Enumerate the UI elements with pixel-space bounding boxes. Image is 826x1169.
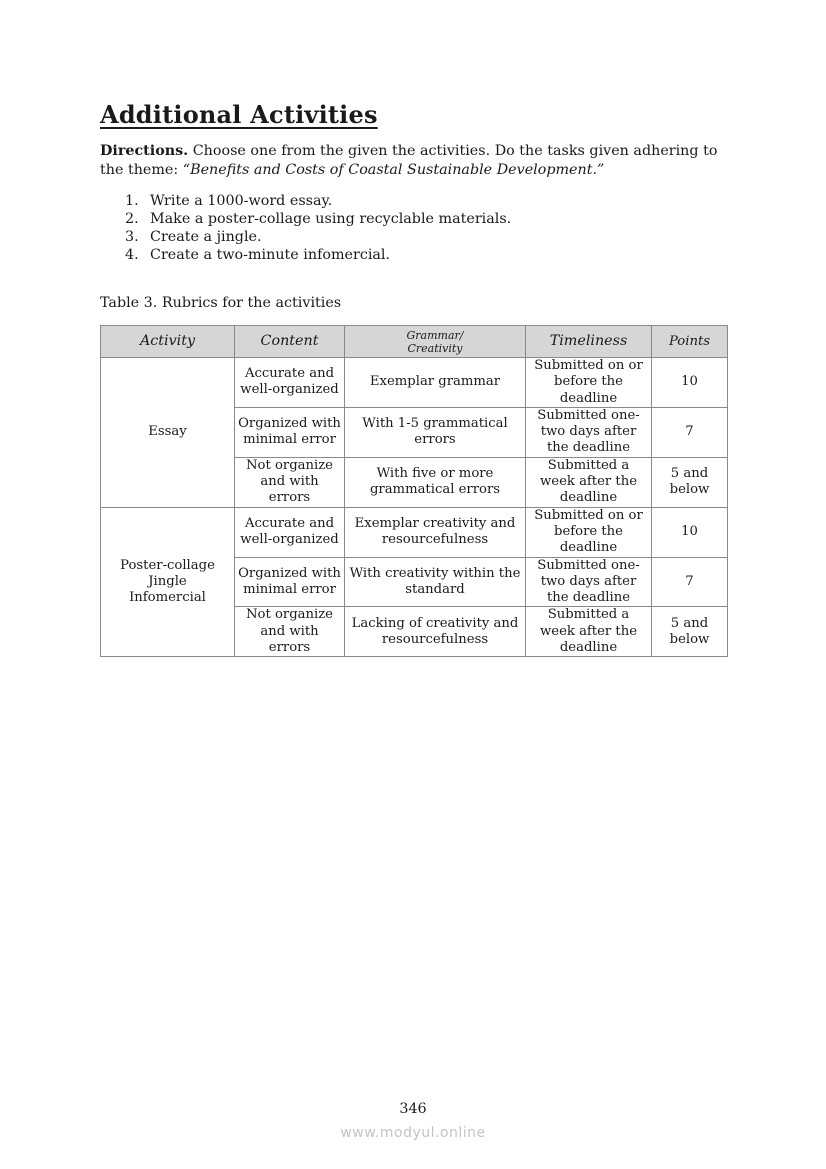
page-number: 346 bbox=[399, 1101, 427, 1117]
grammar-cell: With 1-5 grammatical errors bbox=[345, 407, 526, 457]
activity-name: Essay bbox=[148, 424, 187, 440]
points-cell: 7 bbox=[652, 557, 728, 607]
list-item bbox=[125, 192, 511, 210]
points-cell: 5 and below bbox=[652, 457, 728, 507]
list-item-text: Create a two-minute infomercial. bbox=[150, 247, 391, 263]
table-caption: Table 3. Rubrics for the activities bbox=[100, 295, 342, 311]
timeliness-cell: Submitted one-two days after the deadline bbox=[526, 407, 652, 457]
content-cell: Not organize and with errors bbox=[235, 457, 345, 507]
timeliness-cell: Submitted on or before the deadline bbox=[526, 507, 652, 557]
header-timeliness: Timeliness bbox=[526, 326, 652, 358]
list-item-text: Make a poster-collage using recyclable materials. bbox=[150, 211, 512, 227]
header-grammar-line2: Creativity bbox=[407, 341, 463, 355]
activities-list bbox=[125, 192, 511, 264]
directions-theme: “Benefits and Costs of Coastal Sustainable Development.” bbox=[182, 162, 605, 178]
list-item-text: Write a 1000-word essay. bbox=[150, 193, 333, 209]
activity-cell-poster-jingle-infomercial bbox=[101, 507, 235, 657]
header-grammar-creativity bbox=[345, 326, 526, 358]
page-title: Additional Activities bbox=[100, 100, 378, 129]
header-activity: Activity bbox=[101, 326, 235, 358]
timeliness-cell: Submitted on or before the deadline bbox=[526, 358, 652, 408]
table-row bbox=[101, 507, 728, 557]
points-cell: 7 bbox=[652, 407, 728, 457]
activity-name: Infomercial bbox=[129, 590, 206, 606]
list-item-number: 3. bbox=[125, 229, 139, 245]
grammar-cell: Lacking of creativity and resourcefulness bbox=[345, 607, 526, 657]
timeliness-cell: Submitted a week after the deadline bbox=[526, 607, 652, 657]
points-cell: 10 bbox=[652, 507, 728, 557]
grammar-cell: Exemplar grammar bbox=[345, 358, 526, 408]
list-item-number: 4. bbox=[125, 247, 139, 263]
list-item bbox=[125, 246, 511, 264]
header-points: Points bbox=[652, 326, 728, 358]
timeliness-cell: Submitted one-two days after the deadline bbox=[526, 557, 652, 607]
list-item-number: 2. bbox=[125, 211, 139, 227]
content-cell: Accurate and well-organized bbox=[235, 507, 345, 557]
table-row bbox=[101, 358, 728, 408]
activity-name: Jingle bbox=[148, 573, 187, 589]
points-cell: 10 bbox=[652, 358, 728, 408]
content-cell: Organized with minimal error bbox=[235, 407, 345, 457]
activity-cell-essay bbox=[101, 358, 235, 508]
timeliness-cell: Submitted a week after the deadline bbox=[526, 457, 652, 507]
directions-label: Directions. bbox=[100, 143, 189, 159]
watermark: www.modyul.online bbox=[340, 1125, 486, 1141]
directions-paragraph bbox=[100, 142, 730, 180]
list-item bbox=[125, 228, 511, 246]
table-header-row bbox=[101, 326, 728, 358]
header-content: Content bbox=[235, 326, 345, 358]
list-item-number: 1. bbox=[125, 193, 139, 209]
activity-name: Poster-collage bbox=[120, 557, 215, 573]
points-cell: 5 and below bbox=[652, 607, 728, 657]
grammar-cell: Exemplar creativity and resourcefulness bbox=[345, 507, 526, 557]
rubric-table bbox=[100, 325, 728, 657]
list-item-text: Create a jingle. bbox=[150, 229, 262, 245]
content-cell: Accurate and well-organized bbox=[235, 358, 345, 408]
list-item bbox=[125, 210, 511, 228]
directions-text: Choose one from the given the activities. Do the tasks given adhering to the theme: bbox=[100, 143, 718, 178]
content-cell: Organized with minimal error bbox=[235, 557, 345, 607]
content-cell: Not organize and with errors bbox=[235, 607, 345, 657]
grammar-cell: With five or more grammatical errors bbox=[345, 457, 526, 507]
header-grammar-line1: Grammar/ bbox=[406, 328, 464, 342]
grammar-cell: With creativity within the standard bbox=[345, 557, 526, 607]
